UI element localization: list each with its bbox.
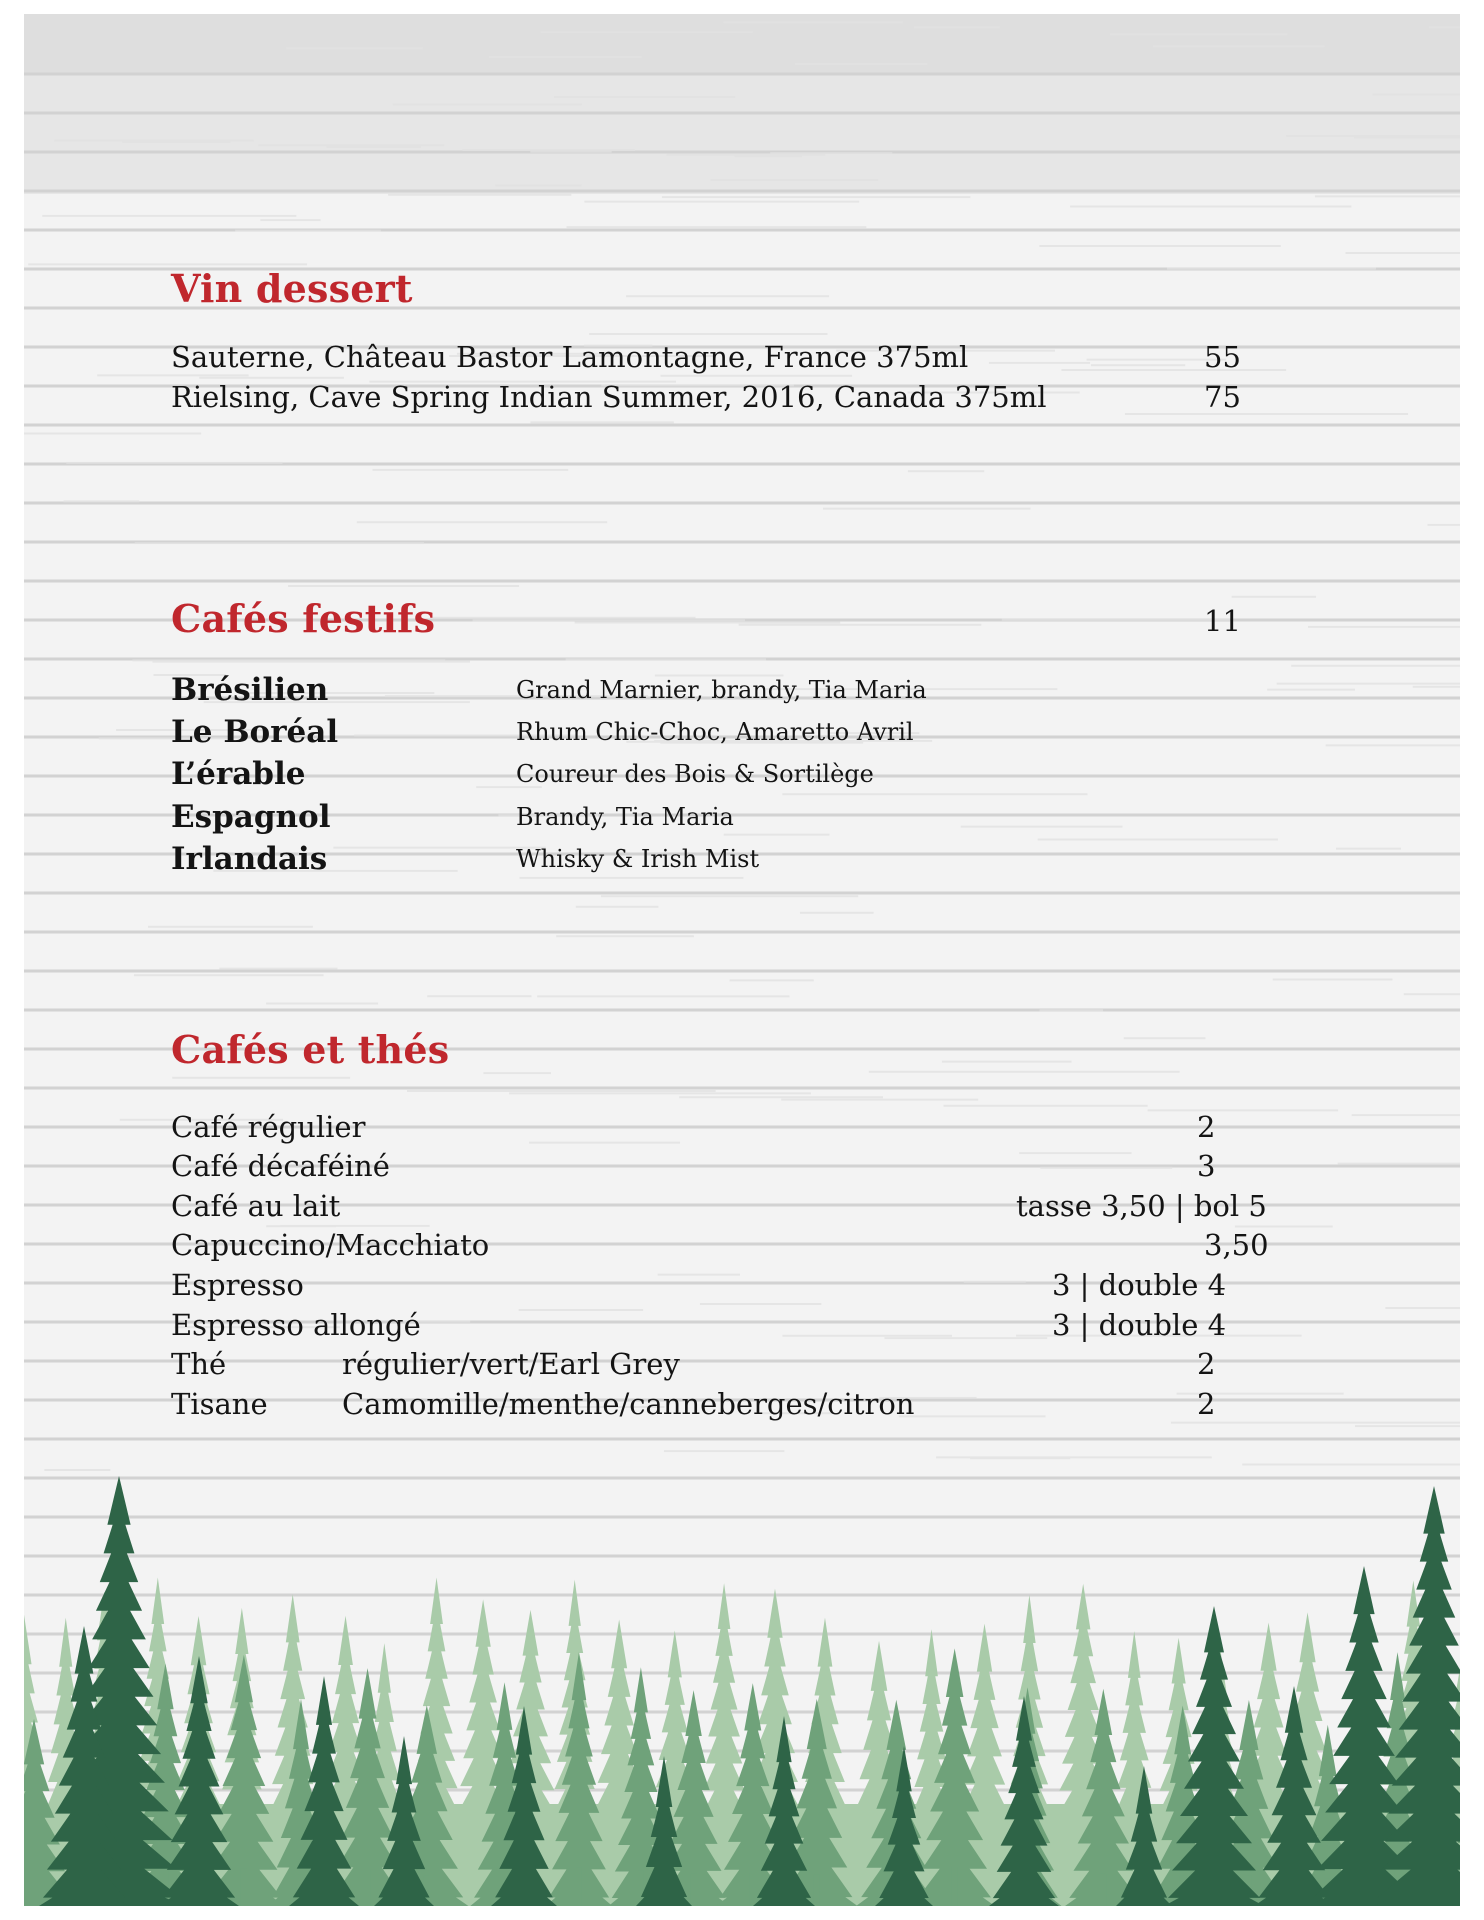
festive-coffee-name: Irlandais <box>171 841 328 877</box>
menu-item-price: 2 <box>1197 1110 1216 1144</box>
menu-item-price: 3 <box>1197 1149 1216 1183</box>
menu-item-name: Thé <box>171 1347 227 1381</box>
menu-item-name: Café au lait <box>171 1189 341 1223</box>
festive-coffee-name: L’érable <box>171 756 306 792</box>
festive-coffee-description: Brandy, Tia Maria <box>516 803 734 831</box>
pine-trunk <box>521 1876 527 1906</box>
pine-trunk <box>31 1878 37 1906</box>
pine-forest-illustration <box>24 1474 1460 1906</box>
festive-coffee-description: Grand Marnier, brandy, Tia Maria <box>516 676 927 704</box>
pine-trunk <box>901 1882 907 1906</box>
pine-trunk <box>1291 1873 1297 1906</box>
menu-item-name: Tisane <box>171 1387 268 1421</box>
menu-item-price: tasse 3,50 | bol 5 <box>1016 1189 1267 1223</box>
menu-item-detail: régulier/vert/Earl Grey <box>342 1347 680 1381</box>
pine-trunk <box>691 1874 697 1906</box>
pine-trunk <box>365 1870 371 1906</box>
pine-trunk <box>750 1873 756 1906</box>
menu-item-price: 55 <box>1204 340 1241 374</box>
pine-trunk <box>241 1868 247 1906</box>
menu-item-name: Café décaféiné <box>171 1149 390 1183</box>
festive-coffee-description: Rhum Chic-Choc, Amaretto Avril <box>516 718 914 746</box>
pine-trunk <box>661 1884 667 1907</box>
pine-trunk <box>1141 1885 1147 1906</box>
section-title-vin-dessert: Vin dessert <box>171 266 413 311</box>
pine-trunk <box>1100 1873 1106 1906</box>
section-price: 11 <box>1204 604 1241 638</box>
menu-item-detail: Camomille/menthe/canneberges/citron <box>342 1387 915 1421</box>
menu-item-price: 3 | double 4 <box>1052 1268 1227 1302</box>
menu-item-name: Capuccino/Macchiato <box>171 1228 490 1262</box>
pine-trunk <box>952 1867 958 1906</box>
menu-item-name: Café régulier <box>171 1110 366 1144</box>
pine-trunk <box>576 1868 582 1906</box>
pine-trunk <box>81 1864 87 1906</box>
pine-trunk <box>321 1872 327 1907</box>
pine-trunk <box>1431 1843 1437 1906</box>
pine-trunk <box>401 1881 407 1907</box>
pine-trunk <box>1361 1855 1367 1906</box>
pine-trunk <box>1211 1861 1217 1906</box>
festive-coffee-description: Coureur des Bois & Sortilège <box>516 760 874 788</box>
menu-item-price: 75 <box>1204 380 1241 414</box>
section-title-cafes-thes: Cafés et thés <box>171 1027 450 1072</box>
menu-page <box>24 14 1460 1906</box>
menu-item-price: 3,50 <box>1204 1228 1269 1262</box>
menu-item-price: 3 | double 4 <box>1052 1308 1227 1342</box>
pine-trunk <box>781 1878 787 1907</box>
menu-item-name: Sauterne, Château Bastor Lamontagne, France 375ml <box>171 340 969 374</box>
pine-trunk <box>1021 1875 1027 1907</box>
festive-coffee-name: Espagnol <box>171 799 331 835</box>
festive-coffee-name: Le Boréal <box>171 714 339 750</box>
festive-coffee-name: Brésilien <box>171 672 329 708</box>
menu-item-name: Espresso allongé <box>171 1308 421 1342</box>
festive-coffee-description: Whisky & Irish Mist <box>516 845 760 873</box>
menu-item-price: 2 <box>1197 1387 1216 1421</box>
pine-trunk <box>196 1869 202 1907</box>
section-title-cafes-festifs: Cafés festifs <box>171 596 436 641</box>
pine-trunk <box>814 1875 820 1906</box>
menu-item-price: 2 <box>1197 1347 1216 1381</box>
menu-item-name: Rielsing, Cave Spring Indian Summer, 2016, Canada 375ml <box>171 380 1047 414</box>
menu-item-name: Espresso <box>171 1268 304 1302</box>
